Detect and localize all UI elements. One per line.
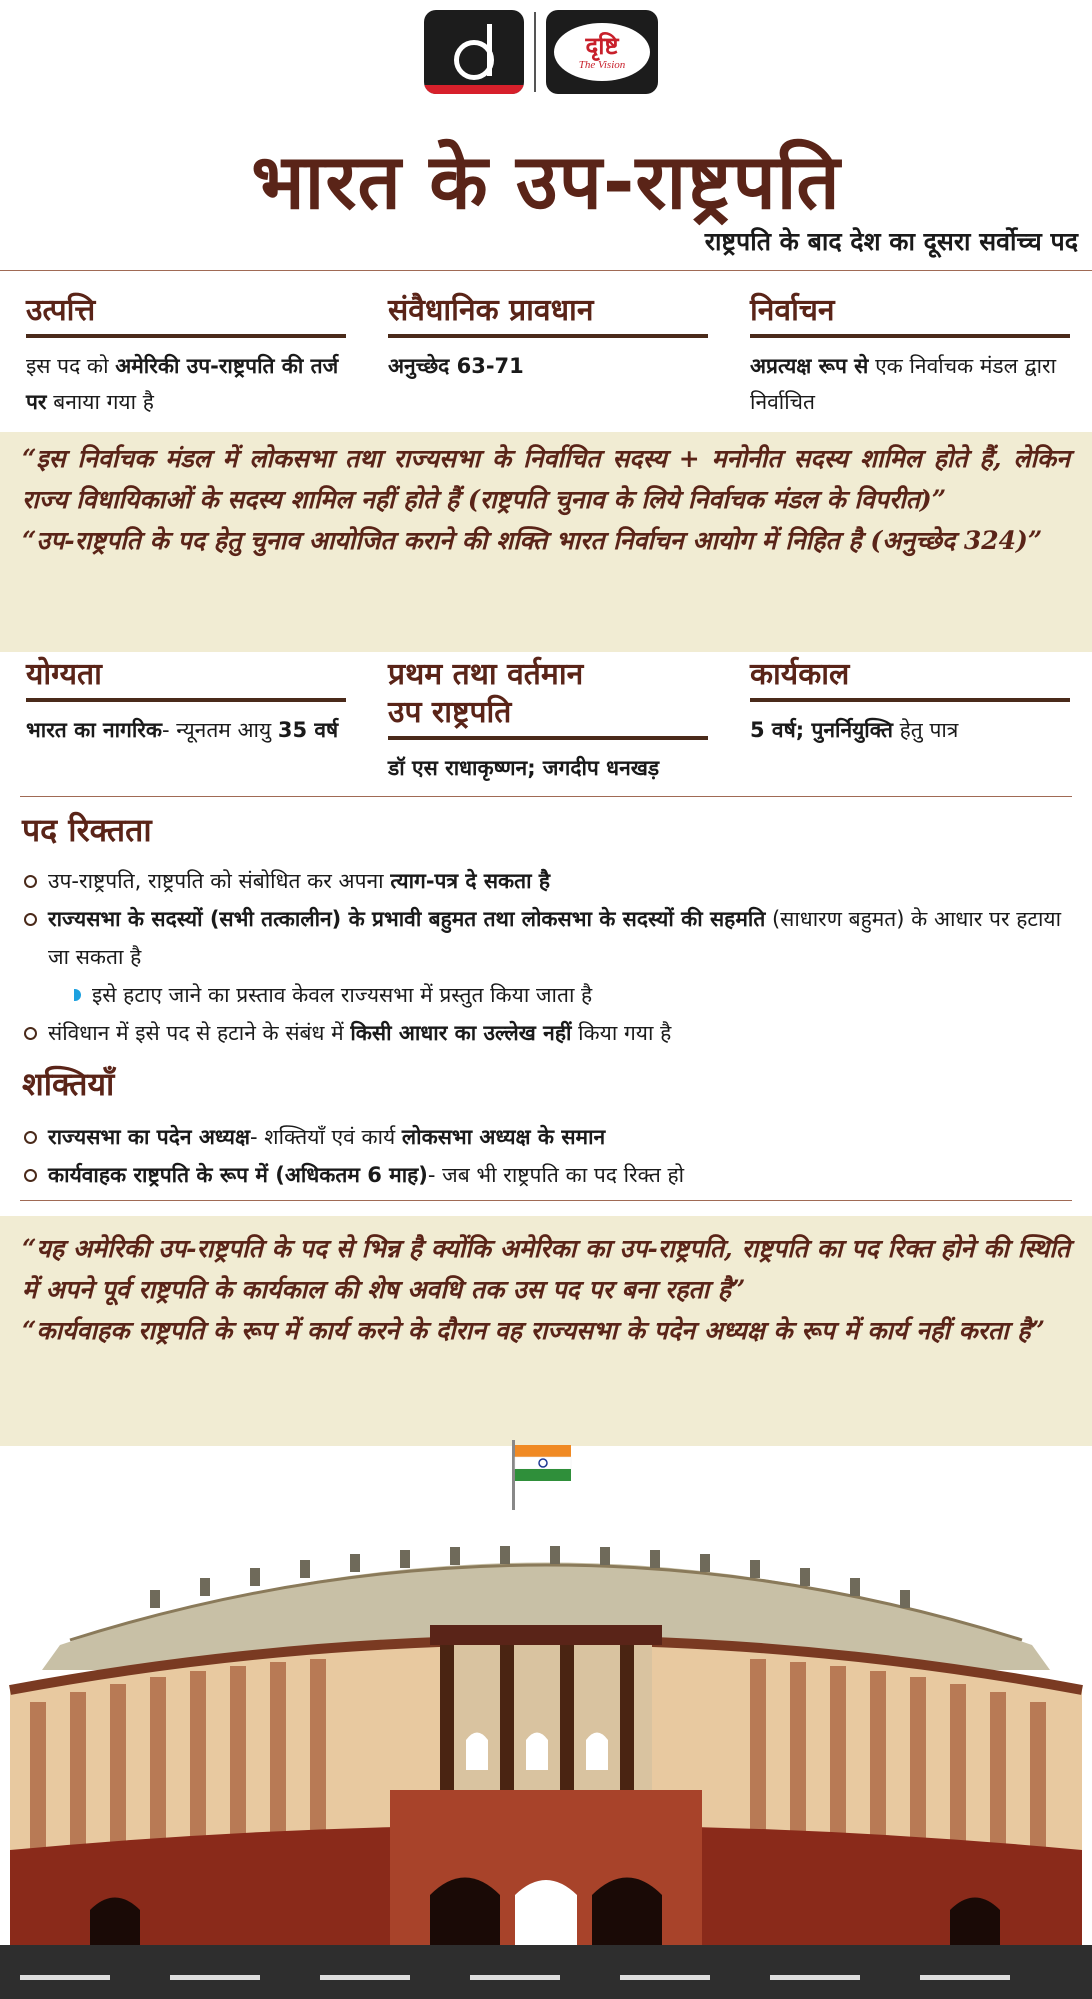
drishti-d-logo-icon xyxy=(424,10,524,94)
vacancy-title: पद रिक्तता xyxy=(22,811,152,849)
divider xyxy=(20,796,1072,797)
logo-group xyxy=(424,10,658,94)
sub-list-item: इसे हटाए जाने का प्रस्ताव केवल राज्यसभा में प्रस्तुत किया जाता है xyxy=(22,976,1072,1014)
provision-heading: संवैधानिक प्रावधान xyxy=(388,292,708,338)
quote-election-commission: “उप-राष्ट्रपति के पद हेतु चुनाव आयोजित कराने की शक्ति भारत निर्वाचन आयोग में निहित है (अनुच्छेद 324)” xyxy=(22,526,1043,555)
list-item: संविधान में इसे पद से हटाने के संबंध में किसी आधार का उल्लेख नहीं किया गया है xyxy=(22,1014,1072,1052)
election-text: अप्रत्यक्ष रूप से एक निर्वाचक मंडल द्वारा निर्वाचित xyxy=(750,354,1057,414)
eligibility-column xyxy=(26,656,346,748)
list-item: राज्यसभा के सदस्यों (सभी तत्कालीन) के प्रभावी बहुमत तथा लोकसभा के सदस्यों की सहमति (साधारण बहुमत) के आधार पर हटाया जा सकता है xyxy=(22,900,1072,976)
provision-text: अनुच्छेद 63-71 xyxy=(388,354,524,378)
divider xyxy=(20,1200,1072,1201)
page-subtitle: राष्ट्रपति के बाद देश का दूसरा सर्वोच्च पद xyxy=(704,227,1078,256)
origin-heading: उत्पत्ति xyxy=(26,292,346,338)
quote-electoral-college: “इस निर्वाचक मंडल में लोकसभा तथा राज्यसभा के निर्वाचित सदस्य + मनोनीत सदस्य शामिल होते हैं, लेकिन राज्य विधायिकाओं के सदस्य शामिल नहीं होते हैं (राष्ट्रपति चुनाव के लिये निर्वाचक मंडल के विपरीत)” xyxy=(22,444,1070,514)
quote-acting-president: “कार्यवाहक राष्ट्रपति के रूप में कार्य करने के दौरान वह राज्यसभा के पदेन अध्यक्ष के रूप में कार्य नहीं करता है” xyxy=(22,1316,1045,1345)
logo-divider xyxy=(534,12,536,92)
election-column xyxy=(750,292,1070,420)
list-item: राज्यसभा का पदेन अध्यक्ष- शक्तियाँ एवं कार्य लोकसभा अध्यक्ष के समान xyxy=(22,1118,1072,1156)
origin-column xyxy=(26,292,346,420)
quote-band-election xyxy=(0,432,1092,652)
list-item: उप-राष्ट्रपति, राष्ट्रपति को संबोधित कर अपना त्याग-पत्र दे सकता है xyxy=(22,862,1072,900)
tenure-column xyxy=(750,656,1070,748)
logo-brand-text: दृष्टि xyxy=(585,32,619,60)
vacancy-list xyxy=(22,862,1072,1052)
page-title: भारत के उप-राष्ट्रपति xyxy=(251,137,841,226)
logo-tagline: The Vision xyxy=(578,59,626,71)
first-current-column xyxy=(388,656,708,786)
tenure-heading: कार्यकाल xyxy=(750,656,1070,702)
list-item: कार्यवाहक राष्ट्रपति के रूप में (अधिकतम 6 माह)- जब भी राष्ट्रपति का पद रिक्त हो xyxy=(22,1156,1072,1194)
divider xyxy=(0,270,1092,271)
quote-band-us-comparison xyxy=(0,1216,1092,1446)
origin-text: इस पद को अमेरिकी उप-राष्ट्रपति की तर्ज पर बनाया गया है xyxy=(26,354,339,414)
indian-flag-icon xyxy=(512,1440,571,1510)
election-heading: निर्वाचन xyxy=(750,292,1070,338)
drishti-vision-logo-icon xyxy=(546,10,658,94)
powers-title: शक्तियाँ xyxy=(22,1065,115,1103)
eligibility-text: भारत का नागरिक- न्यूनतम आयु 35 वर्ष xyxy=(26,718,339,742)
first-current-heading: प्रथम तथा वर्तमान उप राष्ट्रपति xyxy=(388,656,708,740)
eligibility-heading: योग्यता xyxy=(26,656,346,702)
first-current-text: डॉ एस राधाकृष्णन; जगदीप धनखड़ xyxy=(388,756,660,780)
provision-column xyxy=(388,292,708,384)
powers-list xyxy=(22,1118,1072,1194)
quote-us-vice-president: “यह अमेरिकी उप-राष्ट्रपति के पद से भिन्न है क्योंकि अमेरिका का उप-राष्ट्रपति, राष्ट्रपति का पद रिक्त होने की स्थिति में अपने पूर्व राष्ट्रपति के कार्यकाल की शेष अवधि तक उस पद पर बना रहता है” xyxy=(22,1234,1070,1304)
tenure-text: 5 वर्ष; पुनर्नियुक्ति हेतु पात्र xyxy=(750,718,959,742)
parliament-building-icon xyxy=(0,1440,1092,1999)
